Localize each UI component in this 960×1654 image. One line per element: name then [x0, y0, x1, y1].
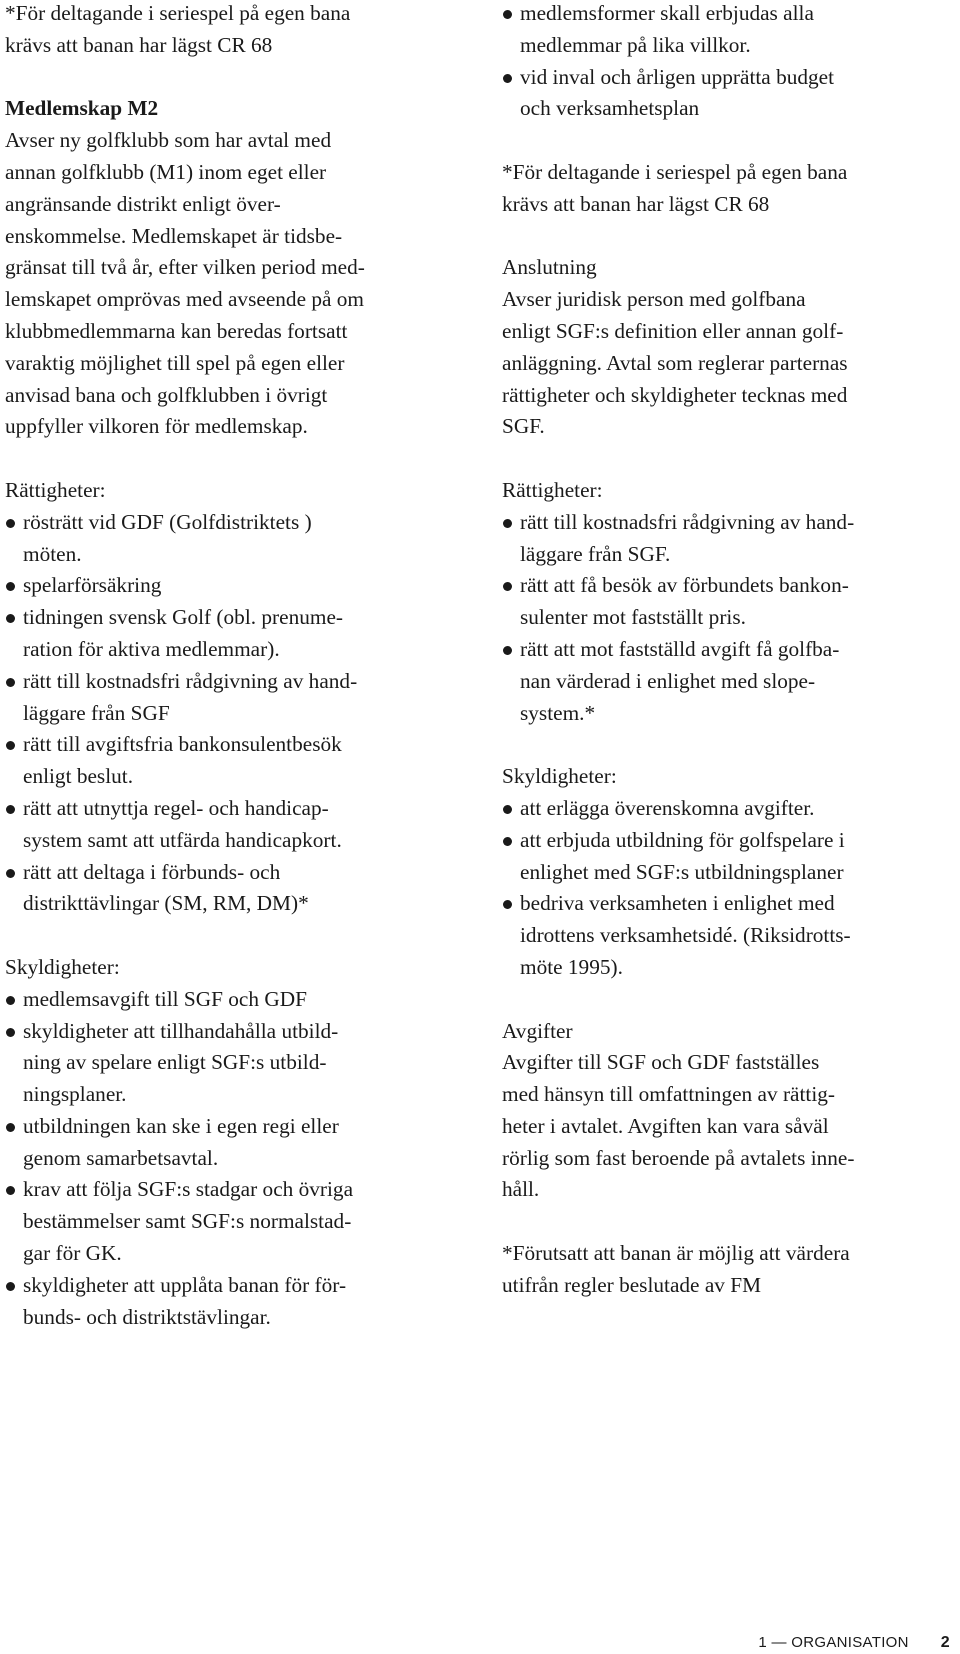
duties-list [502, 793, 942, 984]
list-item: krav att följa SGF:s stadgar och övriga bestämmelser samt SGF:s normalstad- gar för GK. [5, 1174, 455, 1269]
anslutning-text-line: anläggning. Avtal som reglerar parternas [502, 350, 848, 375]
anslutning-heading: Anslutning [502, 255, 597, 280]
m2-text-line: varaktig möjlighet till spel på egen eller [5, 350, 345, 375]
page-number: 2 [940, 1634, 950, 1651]
rights-list [5, 507, 455, 920]
m2-text-line: angränsande distrikt enligt över- [5, 191, 281, 216]
section-label: 1 — ORGANISATION [758, 1634, 909, 1651]
list-item: rösträtt vid GDF (Golfdistriktets ) möten. [5, 507, 455, 571]
list-item: rätt till kostnadsfri rådgivning av hand- läggare från SGF. [502, 507, 942, 571]
m2-text-line: gränsat till två år, efter vilken period med- [5, 255, 365, 280]
fees-text-line: med hänsyn till omfattningen av rättig- [502, 1082, 835, 1107]
anslutning-text-line: enligt SGF:s definition eller annan golf- [502, 318, 844, 343]
cr-note-line: krävs att banan har lägst CR 68 [502, 191, 770, 216]
list-item: rätt att deltaga i förbunds- och distrikttävlingar (SM, RM, DM)* [5, 857, 455, 921]
footnote-line: *Förutsatt att banan är möjlig att värdera [502, 1241, 850, 1266]
duties-heading: Skyldigheter: [5, 954, 120, 979]
page-footer [758, 1634, 950, 1652]
rights-heading: Rättigheter: [502, 477, 603, 502]
list-item: rätt att utnyttja regel- och handicap- system samt att utfärda handicapkort. [5, 793, 455, 857]
list-item: att erbjuda utbildning för golfspelare i enlighet med SGF:s utbildningsplaner [502, 825, 942, 889]
m2-text-line: enskommelse. Medlemskapet är tidsbe- [5, 223, 343, 248]
fees-text-line: Avgifter till SGF och GDF fastställes [502, 1050, 820, 1075]
list-item: medlemsformer skall erbjudas alla medlemmar på lika villkor. [502, 0, 942, 62]
left-column [5, 0, 455, 1333]
rights-heading: Rättigheter: [5, 477, 106, 502]
list-item: vid inval och årligen upprätta budget och verksamhetsplan [502, 62, 942, 126]
list-item: bedriva verksamheten i enlighet med idrottens verksamhetsidé. (Riksidrotts- möte 1995). [502, 888, 942, 983]
list-item: spelarförsäkring [5, 570, 455, 602]
fees-text-line: heter i avtalet. Avgiften kan vara såväl [502, 1113, 829, 1138]
list-item: medlemsavgift till SGF och GDF [5, 984, 455, 1016]
list-item: rätt till avgiftsfria bankonsulentbesök enligt beslut. [5, 729, 455, 793]
m2-text-line: uppfyller vilkoren för medlemskap. [5, 414, 308, 439]
fees-text-line: håll. [502, 1177, 540, 1202]
m2-text-line: annan golfklubb (M1) inom eget eller [5, 159, 327, 184]
footnote-line: utifrån regler beslutade av FM [502, 1272, 762, 1297]
right-column [502, 0, 942, 1302]
list-item: tidningen svensk Golf (obl. prenume- ration för aktiva medlemmar). [5, 602, 455, 666]
m2-text-line: Avser ny golfklubb som har avtal med [5, 128, 332, 153]
cr-note-line: *För deltagande i seriespel på egen bana [5, 1, 351, 25]
list-item: rätt att mot fastställd avgift få golfba- nan värderad i enlighet med slope- system.* [502, 634, 942, 729]
list-item: rätt till kostnadsfri rådgivning av hand- läggare från SGF [5, 666, 455, 730]
list-item: att erlägga överenskomna avgifter. [502, 793, 942, 825]
cr-note-line: krävs att banan har lägst CR 68 [5, 32, 273, 57]
membership-bullets [502, 0, 942, 125]
rights-list [502, 507, 942, 730]
m2-text-line: klubbmedlemmarna kan beredas fortsatt [5, 318, 348, 343]
cr-note-line: *För deltagande i seriespel på egen bana [502, 159, 848, 184]
m2-heading: Medlemskap M2 [5, 96, 159, 121]
duties-list [5, 984, 455, 1334]
anslutning-text-line: SGF. [502, 414, 545, 439]
list-item: skyldigheter att tillhandahålla utbild- ning av spelare enligt SGF:s utbild- ningsplaner. [5, 1016, 455, 1111]
list-item: skyldigheter att upplåta banan för för- bunds- och distriktstävlingar. [5, 1270, 455, 1334]
m2-text-line: lemskapet omprövas med avseende på om [5, 287, 364, 312]
duties-heading: Skyldigheter: [502, 764, 617, 789]
list-item: utbildningen kan ske i egen regi eller genom samarbetsavtal. [5, 1111, 455, 1175]
anslutning-text-line: rättigheter och skyldigheter tecknas med [502, 382, 848, 407]
anslutning-text-line: Avser juridisk person med golfbana [502, 287, 806, 312]
list-item: rätt att få besök av förbundets bankon- sulenter mot fastställt pris. [502, 570, 942, 634]
fees-heading: Avgifter [502, 1018, 573, 1043]
m2-text-line: anvisad bana och golfklubben i övrigt [5, 382, 328, 407]
fees-text-line: rörlig som fast beroende på avtalets inne- [502, 1145, 855, 1170]
